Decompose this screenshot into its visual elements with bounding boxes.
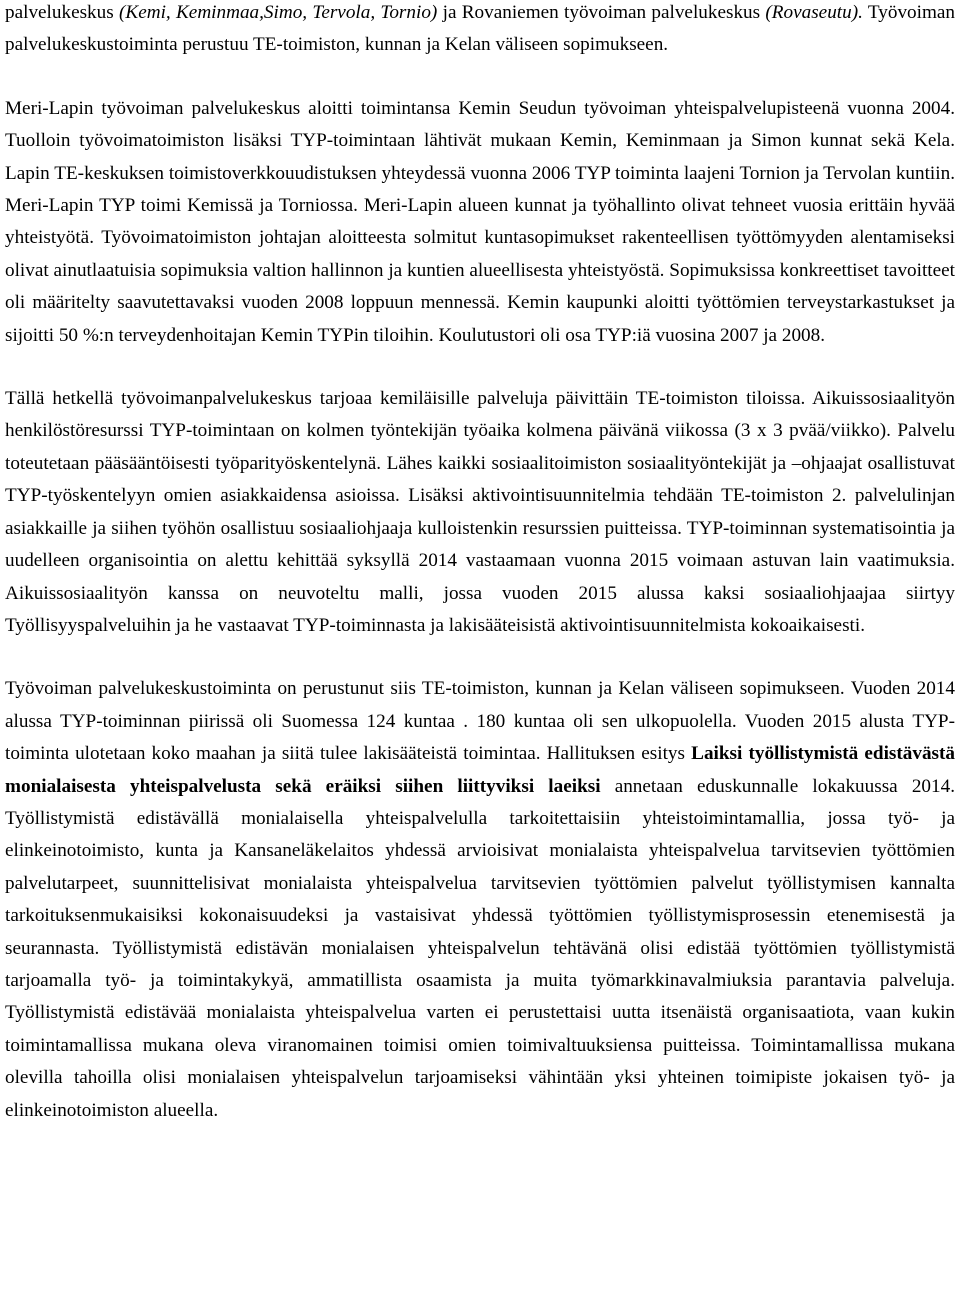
body-text: Työvoiman palvelukeskustoiminta perustuu TE-toimiston, kunnan ja Kelan väliseen sopimukseen. — [5, 2, 955, 56]
body-text: ja Rovaniemen työvoiman palvelukeskus — [437, 2, 766, 23]
body-text: Meri-Lapin työvoiman palvelukeskus aloitti toimintansa Kemin Seudun työvoiman yhteispalvelupisteenä vuonna 2004. Tuolloin työvoimatoimiston lisäksi TYP-toimintaan lähtivät mukaan Kemin, Keminmaan ja Simon kunnat sekä Kela. Lapin TE-keskuksen toimistoverkkouudistuksen yhteydessä vuonna 2006 TYP toiminta laajeni Tornion ja Tervolan kuntiin. Meri-Lapin TYP toimi Kemissä ja Torniossa. Meri-Lapin alueen kunnat ja työhallinto olivat tehneet vuosia erittäin hyvää yhteistyötä. Työvoimatoimiston johtajan aloitteesta solmitut kuntasopimukset rakenteellisen työttömyyden alentamiseksi olivat ainutlaatuisia sopimuksia valtion hallinnon ja kuntien alueellisesta yhteistyöstä. Sopimuksissa konkreettiset tavoitteet oli määritelty saavutettavaksi vuoden 2008 loppuun mennessä. Kemin kaupunki aloitti työttömien terveystarkastukset ja sijoitti 50 %:n terveydenhoitajan Kemin TYPin tiloihin. Koulutustori oli osa TYP:iä vuosina 2007 ja 2008. — [5, 97, 955, 346]
paragraph-4 — [5, 673, 955, 1127]
paragraph-3 — [5, 383, 955, 642]
body-text: annetaan eduskunnalle lokakuussa 2014. Työllistymistä edistävällä monialaisella yhteispalvelulla tarkoitettaisiin yhteistoimintamallia, jossa työ- ja elinkeinotoimisto, kunta ja Kansaneläkelaitos yhdessä arvioisivat monialaista yhteispalvelua tarvitsevien työttömien palvelutarpeet, suunnittelisivat monialaista yhteispalvelua tarvitsevien työttömien palvelut työllistymisen kannalta tarkoituksenmukaisiksi kokonaisuudeksi ja vastaisivat yhdessä työttömien työllistymisprosessin etenemisestä ja seurannasta. Työllistymistä edistävän monialaisen yhteispalvelun tehtävänä olisi edistää työttömien työllistymistä tarjoamalla työ- ja toimintakykyä, ammatillista osaamista ja muita työmarkkinavalmiuksia parantavia palveluja. Työllistymistä edistävää monialaista yhteispalvelua varten ei perustettaisi uutta itsenäistä organisaatiota, vaan kukin toimintamallissa mukana oleva viranomainen toimisi omien toimivaltuuksiensa puitteissa. Toimintamallissa mukana olevilla tahoilla olisi monialaisen yhteispalvelun tarjoamiseksi vähintään yksi yhteinen toimipiste jokaisen työ- ja elinkeinotoimiston alueella. — [5, 775, 955, 1121]
body-text: Tällä hetkellä työvoimanpalvelukeskus tarjoaa kemiläisille palveluja päivittäin TE-toimiston tiloissa. Aikuissosiaalityön henkilöstöresurssi TYP-toimintaan on kolmen työntekijän työaika kolmena päivänä viikossa (3 x 3 pvää/viikko). Palvelu toteutetaan pääsääntöisesti työparityöskentelynä. Lähes kaikki sosiaalitoimiston sosiaalityöntekijät ja –ohjaajat osallistuvat TYP-työskentelyyn omien asiakkaidensa asioissa. Lisäksi aktivointisuunnitelmia tehdään TE-toimiston 2. palvelulinjan asiakkaille ja siihen työhön osallistuu sosiaaliohjaaja kulloistenkin resurssien puitteissa. TYP-toiminnan systematisointia ja uudelleen organisointia on alettu kehittää syksyllä 2014 vastaamaan vuonna 2015 voimaan astuvan lain vaatimuksia. Aikuissosiaalityön kanssa on neuvoteltu malli, jossa vuoden 2015 alussa kaksi sosiaaliohjaajaa siirtyy Työllisyyspalveluihin ja he vastaavat TYP-toiminnasta ja lakisääteisistä aktivointisuunnitelmista kokoaikaisesti. — [5, 388, 955, 636]
paragraph-2 — [5, 93, 955, 352]
italic-text: (Kemi, Keminmaa,Simo, Tervola, Tornio) — [119, 2, 438, 23]
paragraph-1 — [5, 0, 955, 62]
body-text: Työvoiman palvelukeskustoiminta on perustunut siis TE-toimiston, kunnan ja Kelan väliseen sopimukseen. Vuoden 2014 alussa TYP-toiminnan piirissä oli Suomessa 124 kuntaa . 180 kuntaa oli sen ulkopuolella. Vuoden 2015 alusta TYP-toiminta ulotetaan koko maahan ja siitä tulee lakisääteistä toimintaa. Hallituksen esitys — [5, 678, 955, 765]
body-text: palvelukeskus — [5, 2, 120, 23]
italic-text: (Rovaseutu). — [765, 2, 863, 23]
bold-text: Laiksi työllistymistä edistävästä monialaisesta yhteispalvelusta sekä eräiksi siihen liittyviksi laeiksi — [5, 743, 955, 797]
